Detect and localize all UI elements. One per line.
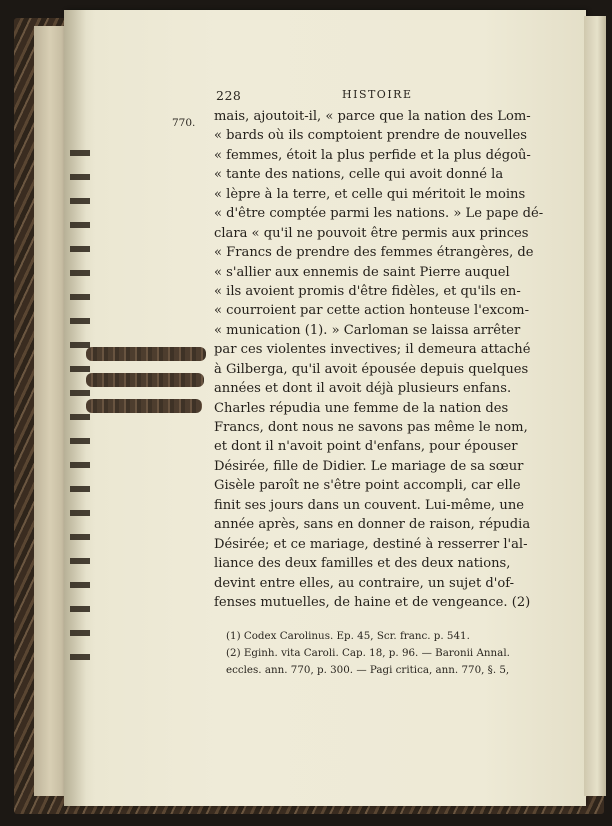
text-line: devint entre elles, au contraire, un sujet d'of- <box>214 575 515 591</box>
text-line: fenses mutuelles, de haine et de vengeance. (2) <box>214 594 531 610</box>
text-line: clara « qu'il ne pouvoit être permis aux princes <box>214 225 529 241</box>
running-head: HISTOIRE <box>342 88 413 101</box>
text-line: Désirée; et ce mariage, destiné à resserrer l'al- <box>214 536 528 552</box>
text-line: « Francs de prendre des femmes étrangères, de <box>214 245 534 261</box>
ink-smudge <box>86 399 202 413</box>
footnote: (1) Codex Carolinus. Ep. 45, Scr. franc. p. 541. <box>226 630 470 642</box>
body-text <box>214 107 544 612</box>
footnote: (2) Eginh. vita Caroli. Cap. 18, p. 96. — Baronii Annal. <box>226 647 510 659</box>
text-line: Francs, dont nous ne savons pas même le nom, <box>214 420 528 435</box>
text-line: « courroient par cette action honteuse l'excom- <box>214 303 530 319</box>
page-number: 228 <box>216 88 242 103</box>
page-block-right <box>584 16 606 796</box>
text-line: « bards où ils comptoient prendre de nouvelles <box>214 128 527 144</box>
ink-smudge <box>86 347 206 361</box>
ink-smudge <box>86 373 204 387</box>
footnotes <box>226 628 526 679</box>
text-line: « ils avoient promis d'être fidèles, et qu'ils en- <box>214 283 521 299</box>
text-line: par ces violentes invectives; il demeura attaché <box>214 342 531 358</box>
footnote: eccles. ann. 770, p. 300. — Pagi critica, ann. 770, §. 5, <box>226 664 510 676</box>
text-line: finit ses jours dans un couvent. Lui-même, une <box>214 497 524 513</box>
text-line: « munication (1). » Carloman se laissa arrêter <box>214 322 521 338</box>
text-line: Charles répudia une femme de la nation des <box>214 400 509 416</box>
text-line: liance des deux familles et des deux nations, <box>214 556 511 572</box>
text-line: « lèpre à la terre, et celle qui méritoit le moins <box>214 186 526 202</box>
text-line: et dont il n'avoit point d'enfans, pour épouser <box>214 439 518 455</box>
text-line: années et dont il avoit déjà plusieurs enfans. <box>214 381 512 397</box>
text-line: Désirée, fille de Didier. Le mariage de sa sœur <box>214 458 524 474</box>
text-line: « s'allier aux ennemis de saint Pierre auquel <box>214 264 510 280</box>
text-line: « femmes, étoit la plus perfide et la plus dégoû- <box>214 147 531 163</box>
text-line: mais, ajoutoit-il, « parce que la nation des Lom- <box>214 109 531 124</box>
text-line: à Gilberga, qu'il avoit épousée depuis quelques <box>214 361 529 377</box>
text-line: « d'être comptée parmi les nations. » Le pape dé- <box>214 206 544 222</box>
text-line: « tante des nations, celle qui avoit donné la <box>214 167 504 183</box>
text-line: Gisèle paroît ne s'être point accompli, car elle <box>214 478 521 494</box>
margin-year: 770. <box>172 117 196 129</box>
text-line: année après, sans en donner de raison, répudia <box>214 517 531 533</box>
